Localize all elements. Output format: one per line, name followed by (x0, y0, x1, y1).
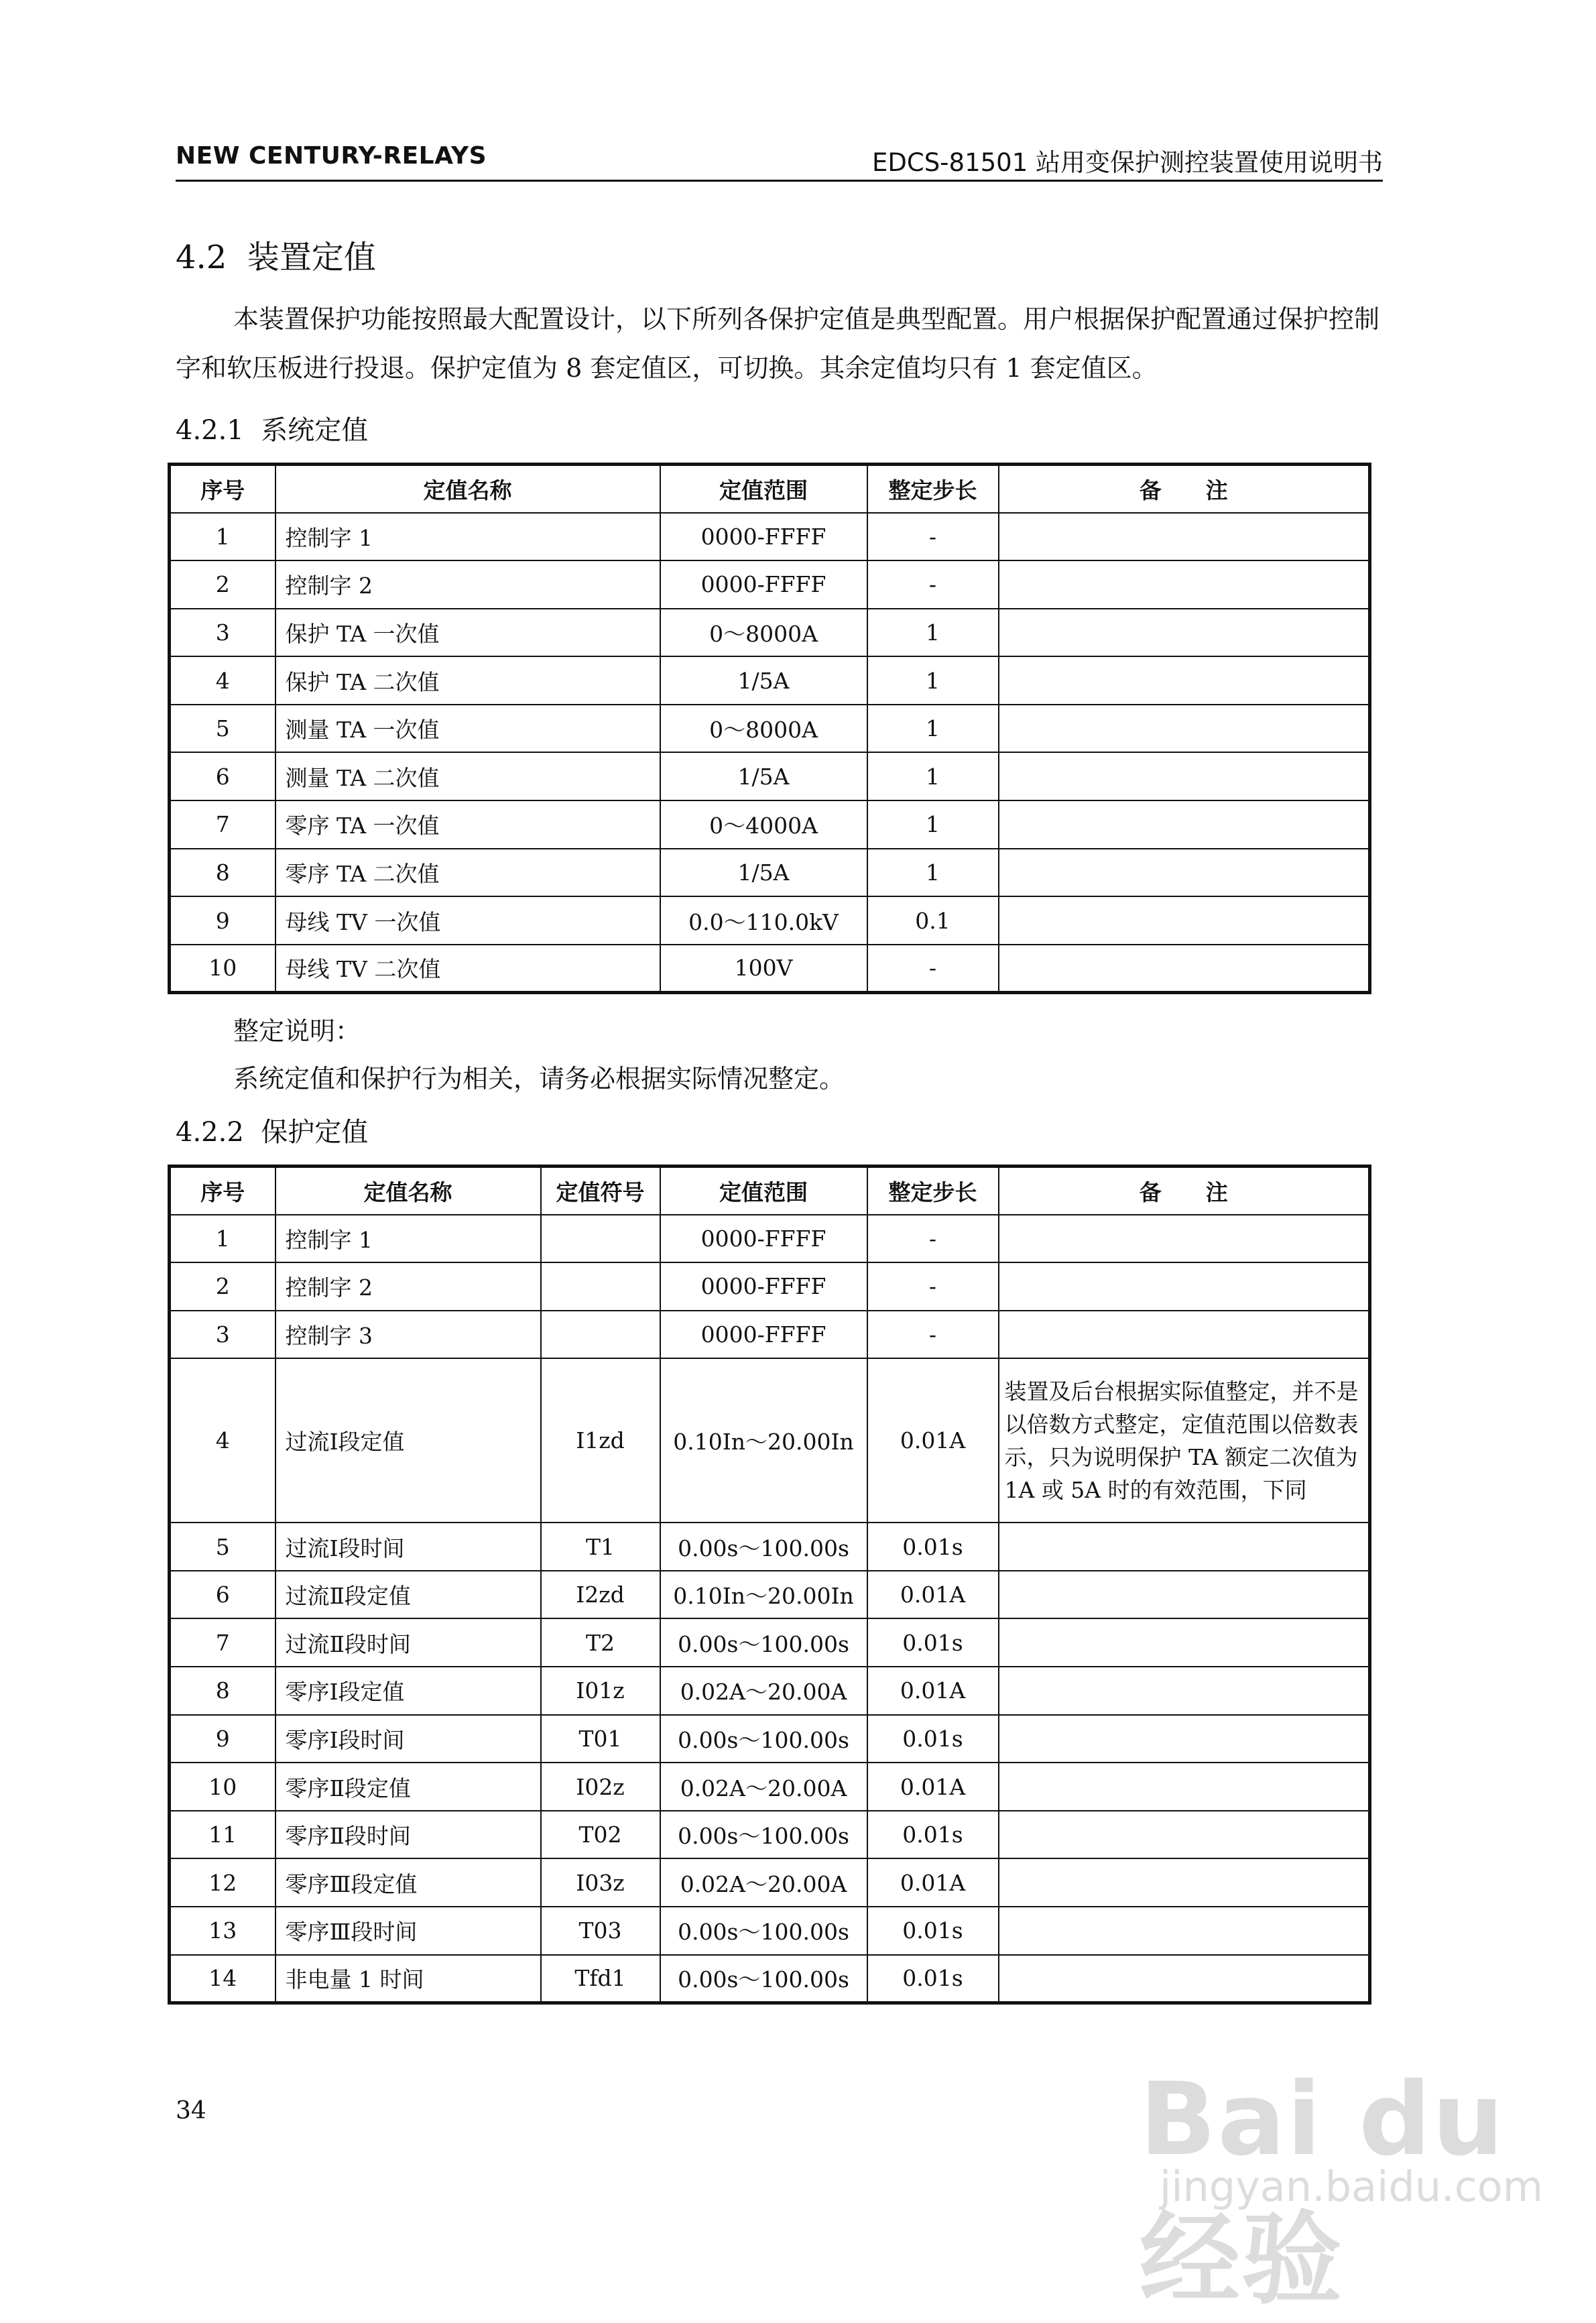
table-cell: I1zd (541, 1358, 660, 1523)
remark-cell (999, 656, 1370, 705)
table-cell: 14 (170, 1955, 275, 2003)
table-row (170, 800, 1370, 849)
table-cell: 0.10In～20.00In (660, 1358, 867, 1523)
setting-name-cell: 零序Ⅱ段时间 (275, 1811, 541, 1859)
table-cell: - (867, 1215, 999, 1263)
intro-paragraph: 本装置保护功能按照最大配置设计，以下所列各保护定值是典型配置。用户根据保护配置通过保护控制字和软压板进行投退。保护定值为 8 套定值区，可切换。其余定值均只有 1 套定值区。 (176, 304, 1380, 383)
table-cell: 1 (170, 1215, 275, 1263)
table-cell: 6 (170, 1571, 275, 1619)
section-heading (176, 231, 376, 278)
column-header: 序号 (170, 465, 275, 513)
column-header: 定值名称 (275, 465, 660, 513)
table-cell: 7 (170, 1618, 275, 1667)
table-cell: 10 (170, 945, 275, 993)
system-settings-table (168, 463, 1371, 994)
setting-name-cell: 过流Ⅱ段定值 (275, 1571, 541, 1619)
table-cell: Tfd1 (541, 1955, 660, 2003)
remark-cell (999, 1571, 1370, 1619)
table-cell (541, 1215, 660, 1263)
remark-cell (999, 1858, 1370, 1907)
header-document-title (872, 142, 1383, 178)
table-cell: 0.02A～20.00A (660, 1667, 867, 1715)
table-cell: - (867, 513, 999, 561)
remark-cell: 装置及后台根据实际值整定，并不是以倍数方式整定，定值范围以倍数表示，只为说明保护 TA 额定二次值为 1A 或 5A 时的有效范围，下同 (999, 1358, 1370, 1523)
header-model-code: EDCS-81501 (871, 148, 1028, 177)
remark-cell (999, 1618, 1370, 1667)
table-row (170, 945, 1370, 993)
column-header: 整定步长 (867, 1167, 999, 1215)
remark-cell (999, 1262, 1370, 1311)
table-cell: 9 (170, 1715, 275, 1763)
table-cell: 0.01s (867, 1715, 999, 1763)
table-cell: 3 (170, 609, 275, 657)
table-row (170, 1262, 1370, 1311)
setting-name-cell: 零序Ⅰ段时间 (275, 1715, 541, 1763)
column-header: 定值符号 (541, 1167, 660, 1215)
watermark-logo: Bai du 经验 (1140, 2062, 1506, 2318)
table-cell: 0.00s～100.00s (660, 1715, 867, 1763)
table-cell: 1 (867, 849, 999, 897)
table-cell: I02z (541, 1763, 660, 1811)
remark-cell (999, 896, 1370, 945)
protection-settings-title: 保护定值 (261, 1117, 369, 1148)
remark-cell (999, 1215, 1370, 1263)
note-text: 系统定值和保护行为相关，请务必根据实际情况整定。 (233, 1064, 845, 1093)
table-cell: 0.01A (867, 1667, 999, 1715)
table-cell: 0～8000A (660, 705, 867, 753)
table-cell: - (867, 1311, 999, 1359)
table-cell: 4 (170, 1358, 275, 1523)
setting-name-cell: 控制字 1 (275, 513, 660, 561)
system-settings-title: 系统定值 (261, 415, 369, 446)
table-cell: 100V (660, 945, 867, 993)
setting-name-cell: 零序Ⅲ段定值 (275, 1858, 541, 1907)
table-cell: 1 (170, 513, 275, 561)
table-cell: 0.01s (867, 1618, 999, 1667)
table-row (170, 1618, 1370, 1667)
remark-cell (999, 800, 1370, 849)
table-row (170, 1667, 1370, 1715)
column-header: 备 注 (999, 1167, 1370, 1215)
setting-name-cell: 控制字 2 (275, 1262, 541, 1311)
remark-cell (999, 945, 1370, 993)
table-row (170, 849, 1370, 897)
table-cell: 3 (170, 1311, 275, 1359)
watermark (1140, 2062, 1596, 2323)
header-company: NEW CENTURY-RELAYS (176, 142, 487, 170)
table-cell: T03 (541, 1907, 660, 1955)
header-manual-name: 站用变保护测控装置使用说明书 (1036, 148, 1383, 177)
table-cell: - (867, 560, 999, 609)
table-cell: 5 (170, 705, 275, 753)
setting-name-cell: 零序Ⅱ段定值 (275, 1763, 541, 1811)
table-cell: 0.01s (867, 1811, 999, 1859)
table-row (170, 1571, 1370, 1619)
setting-name-cell: 控制字 3 (275, 1311, 541, 1359)
setting-name-cell: 零序Ⅲ段时间 (275, 1907, 541, 1955)
table-cell: 1/5A (660, 752, 867, 800)
table-cell: I03z (541, 1858, 660, 1907)
protection-settings-table (168, 1165, 1371, 2005)
table-cell: 8 (170, 849, 275, 897)
remark-cell (999, 1763, 1370, 1811)
page-number: 34 (176, 2097, 206, 2125)
table-cell: 2 (170, 1262, 275, 1311)
table-row (170, 656, 1370, 705)
remark-cell (999, 513, 1370, 561)
table-cell: 7 (170, 800, 275, 849)
table-cell: 0.02A～20.00A (660, 1763, 867, 1811)
table-cell: 0.01A (867, 1763, 999, 1811)
table-cell (541, 1311, 660, 1359)
table-cell: 0～4000A (660, 800, 867, 849)
table-cell: 0.00s～100.00s (660, 1523, 867, 1571)
table-cell: 1 (867, 752, 999, 800)
remark-cell (999, 705, 1370, 753)
remark-cell (999, 1523, 1370, 1571)
column-header: 定值范围 (660, 465, 867, 513)
column-header: 整定步长 (867, 465, 999, 513)
table-row (170, 560, 1370, 609)
remark-cell (999, 1907, 1370, 1955)
note-title: 整定说明： (233, 1016, 361, 1046)
table-row (170, 513, 1370, 561)
table-row (170, 1311, 1370, 1359)
table-row (170, 1763, 1370, 1811)
remark-cell (999, 1667, 1370, 1715)
table-row (170, 1955, 1370, 2003)
setting-name-cell: 保护 TA 二次值 (275, 656, 660, 705)
table-cell: 0000-FFFF (660, 1311, 867, 1359)
table-cell: 0.02A～20.00A (660, 1858, 867, 1907)
table-cell: 0.01s (867, 1523, 999, 1571)
table-cell: 2 (170, 560, 275, 609)
table-cell: 0000-FFFF (660, 1215, 867, 1263)
setting-name-cell: 零序 TA 一次值 (275, 800, 660, 849)
table-cell: 11 (170, 1811, 275, 1859)
setting-name-cell: 母线 TV 二次值 (275, 945, 660, 993)
protection-settings-number: 4.2.2 (176, 1117, 244, 1148)
table-cell: 0000-FFFF (660, 513, 867, 561)
table-cell: 0.01s (867, 1907, 999, 1955)
table-cell: 1 (867, 609, 999, 657)
section-number: 4.2 (176, 239, 227, 276)
table-cell: - (867, 945, 999, 993)
setting-name-cell: 过流Ⅰ段时间 (275, 1523, 541, 1571)
table-cell: 1/5A (660, 656, 867, 705)
table-cell: I01z (541, 1667, 660, 1715)
table-row (170, 1858, 1370, 1907)
setting-name-cell: 测量 TA 二次值 (275, 752, 660, 800)
setting-name-cell: 零序Ⅰ段定值 (275, 1667, 541, 1715)
setting-name-cell: 控制字 1 (275, 1215, 541, 1263)
setting-name-cell: 非电量 1 时间 (275, 1955, 541, 2003)
table-cell: 0.00s～100.00s (660, 1811, 867, 1859)
table-cell: 5 (170, 1523, 275, 1571)
table-cell: 12 (170, 1858, 275, 1907)
protection-settings-heading (176, 1111, 368, 1149)
table-cell (541, 1262, 660, 1311)
table-header-row (170, 1167, 1370, 1215)
table-cell: 13 (170, 1907, 275, 1955)
remark-cell (999, 1311, 1370, 1359)
column-header: 定值范围 (660, 1167, 867, 1215)
remark-cell (999, 1811, 1370, 1859)
system-settings-heading (176, 409, 368, 447)
table-cell: 0.01A (867, 1571, 999, 1619)
setting-name-cell: 零序 TA 二次值 (275, 849, 660, 897)
system-settings-number: 4.2.1 (176, 415, 244, 446)
table-cell: 0.01A (867, 1858, 999, 1907)
table-header-row (170, 465, 1370, 513)
table-cell: 1 (867, 656, 999, 705)
table-row (170, 896, 1370, 945)
table-cell: 0.00s～100.00s (660, 1955, 867, 2003)
table-cell: 0.01A (867, 1358, 999, 1523)
header-divider (176, 180, 1383, 182)
table-cell: T1 (541, 1523, 660, 1571)
setting-name-cell: 过流Ⅱ段时间 (275, 1618, 541, 1667)
column-header: 定值名称 (275, 1167, 541, 1215)
table-cell: 0.00s～100.00s (660, 1907, 867, 1955)
setting-name-cell: 控制字 2 (275, 560, 660, 609)
remark-cell (999, 1715, 1370, 1763)
remark-cell (999, 609, 1370, 657)
table-row (170, 705, 1370, 753)
table-cell: T2 (541, 1618, 660, 1667)
setting-name-cell: 母线 TV 一次值 (275, 896, 660, 945)
table-cell: 1 (867, 705, 999, 753)
table-row (170, 1358, 1370, 1523)
remark-cell (999, 849, 1370, 897)
table-row (170, 752, 1370, 800)
column-header: 备 注 (999, 465, 1370, 513)
table-cell: - (867, 1262, 999, 1311)
table-cell: T02 (541, 1811, 660, 1859)
setting-name-cell: 测量 TA 一次值 (275, 705, 660, 753)
table-cell: 0000-FFFF (660, 1262, 867, 1311)
section-title: 装置定值 (247, 239, 376, 276)
table-row (170, 1523, 1370, 1571)
table-cell: T01 (541, 1715, 660, 1763)
setting-name-cell: 保护 TA 一次值 (275, 609, 660, 657)
table-row (170, 1907, 1370, 1955)
table-cell: 1/5A (660, 849, 867, 897)
table-cell: 0000-FFFF (660, 560, 867, 609)
table-cell: 0.1 (867, 896, 999, 945)
table-cell: I2zd (541, 1571, 660, 1619)
setting-name-cell: 过流Ⅰ段定值 (275, 1358, 541, 1523)
remark-cell (999, 1955, 1370, 2003)
table-cell: 10 (170, 1763, 275, 1811)
table-cell: 9 (170, 896, 275, 945)
table-cell: 8 (170, 1667, 275, 1715)
watermark-url: jingyan.baidu.com (1160, 2162, 1544, 2211)
table-cell: 6 (170, 752, 275, 800)
table-cell: 4 (170, 656, 275, 705)
table-cell: 0.00s～100.00s (660, 1618, 867, 1667)
table-cell: 0.0～110.0kV (660, 896, 867, 945)
table-cell: 0.01s (867, 1955, 999, 2003)
table-row (170, 609, 1370, 657)
remark-cell (999, 752, 1370, 800)
table-row (170, 1715, 1370, 1763)
table-cell: 1 (867, 800, 999, 849)
table-cell: 0～8000A (660, 609, 867, 657)
column-header: 序号 (170, 1167, 275, 1215)
table-cell: 0.10In～20.00In (660, 1571, 867, 1619)
remark-cell (999, 560, 1370, 609)
table-row (170, 1811, 1370, 1859)
table-row (170, 1215, 1370, 1263)
